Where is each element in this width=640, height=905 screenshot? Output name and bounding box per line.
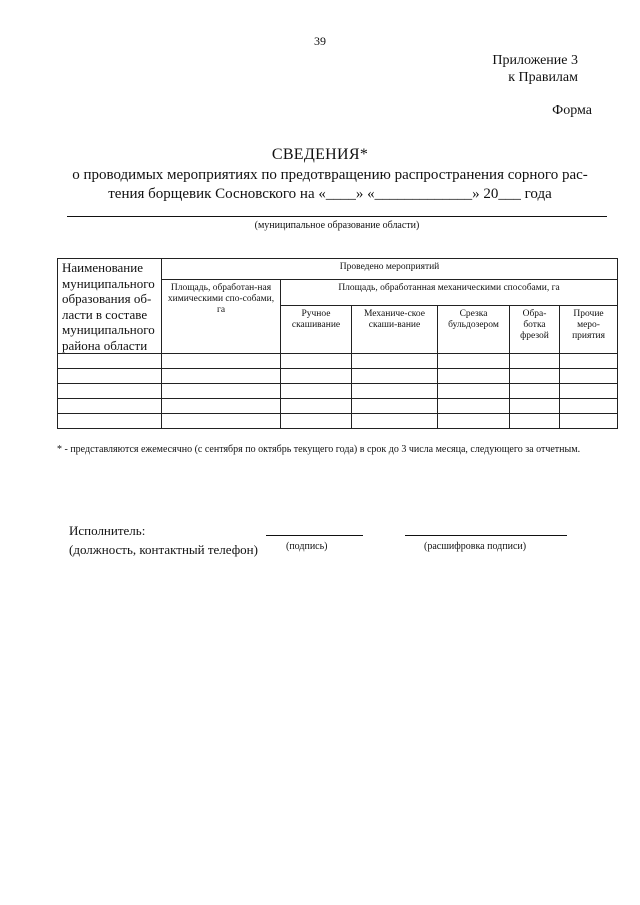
signature-decryption-caption: (расшифровка подписи) (424, 541, 527, 552)
table-row (58, 354, 618, 369)
table-cell[interactable] (510, 414, 560, 429)
report-table (57, 258, 618, 429)
municipality-caption: (муниципальное образование области) (254, 220, 420, 231)
table-cell[interactable] (352, 399, 438, 414)
table-cell[interactable] (510, 369, 560, 384)
table-cell[interactable] (438, 369, 510, 384)
executor-label: Исполнитель: (69, 523, 146, 538)
group-header-activities: Проведено мероприятий (162, 259, 618, 280)
table-cell[interactable] (281, 369, 352, 384)
table-cell[interactable] (281, 399, 352, 414)
footnote: * - представляются ежемесячно (с сентября по октябрь текущего года) в срок до 3 числа месяца, следующего за отчетным. (57, 444, 581, 455)
col-municipality-header: Наименование муниципального образования об-ласти в составе муниципального района области (58, 259, 162, 354)
signature-decryption-line[interactable] (405, 535, 567, 536)
table-cell[interactable] (510, 384, 560, 399)
table-cell[interactable] (58, 354, 162, 369)
col-manual-mowing: Ручное скашивание (281, 306, 352, 354)
appendix-line-2: к Правилам (508, 70, 578, 85)
table-row (58, 399, 618, 414)
table-cell[interactable] (281, 384, 352, 399)
table-cell[interactable] (510, 399, 560, 414)
table-row (58, 414, 618, 429)
signature-line[interactable] (266, 535, 363, 536)
document-subtitle-line-1: о проводимых мероприятиях по предотвращению распространения сорного рас- (72, 167, 588, 183)
table-cell[interactable] (510, 354, 560, 369)
table-cell[interactable] (58, 369, 162, 384)
executor-block (69, 521, 258, 559)
col-mechanical-mowing: Механиче-ское скаши-вание (352, 306, 438, 354)
table-cell[interactable] (352, 384, 438, 399)
municipality-fill-line[interactable] (67, 216, 607, 217)
table-cell[interactable] (281, 414, 352, 429)
table-cell[interactable] (281, 354, 352, 369)
col-other-measures: Прочие меро-приятия (560, 306, 618, 354)
table-cell[interactable] (560, 369, 618, 384)
table-row (58, 384, 618, 399)
table-cell[interactable] (58, 384, 162, 399)
signature-caption: (подпись) (286, 541, 328, 552)
document-subtitle-line-2: тения борщевик Сосновского на «____» «_____________» 20___ года (108, 186, 552, 202)
table-cell[interactable] (438, 399, 510, 414)
form-label: Форма (552, 103, 592, 118)
table-cell[interactable] (560, 399, 618, 414)
table-cell[interactable] (162, 369, 281, 384)
page-number: 39 (314, 34, 326, 48)
executor-position-label: (должность, контактный телефон) (69, 542, 258, 557)
table-cell[interactable] (438, 414, 510, 429)
table-cell[interactable] (162, 384, 281, 399)
appendix-label (492, 52, 578, 86)
table-cell[interactable] (438, 384, 510, 399)
document-title: СВЕДЕНИЯ* (271, 146, 369, 163)
table-cell[interactable] (352, 414, 438, 429)
col-bulldozer-cutting: Срезка бульдозером (438, 306, 510, 354)
table-cell[interactable] (560, 354, 618, 369)
table-row (58, 369, 618, 384)
table-cell[interactable] (352, 354, 438, 369)
table-cell[interactable] (58, 414, 162, 429)
col-milling: Обра-ботка фрезой (510, 306, 560, 354)
table-cell[interactable] (58, 399, 162, 414)
table-cell[interactable] (162, 399, 281, 414)
col-chemical-header: Площадь, обработан-ная химическими спо-собами, га (162, 280, 281, 354)
table-cell[interactable] (162, 414, 281, 429)
table-cell[interactable] (352, 369, 438, 384)
table-cell[interactable] (560, 414, 618, 429)
table-cell[interactable] (162, 354, 281, 369)
table-cell[interactable] (438, 354, 510, 369)
table-cell[interactable] (560, 384, 618, 399)
group-header-mechanical: Площадь, обработанная механическими способами, га (281, 280, 618, 306)
appendix-line-1: Приложение 3 (492, 53, 578, 68)
